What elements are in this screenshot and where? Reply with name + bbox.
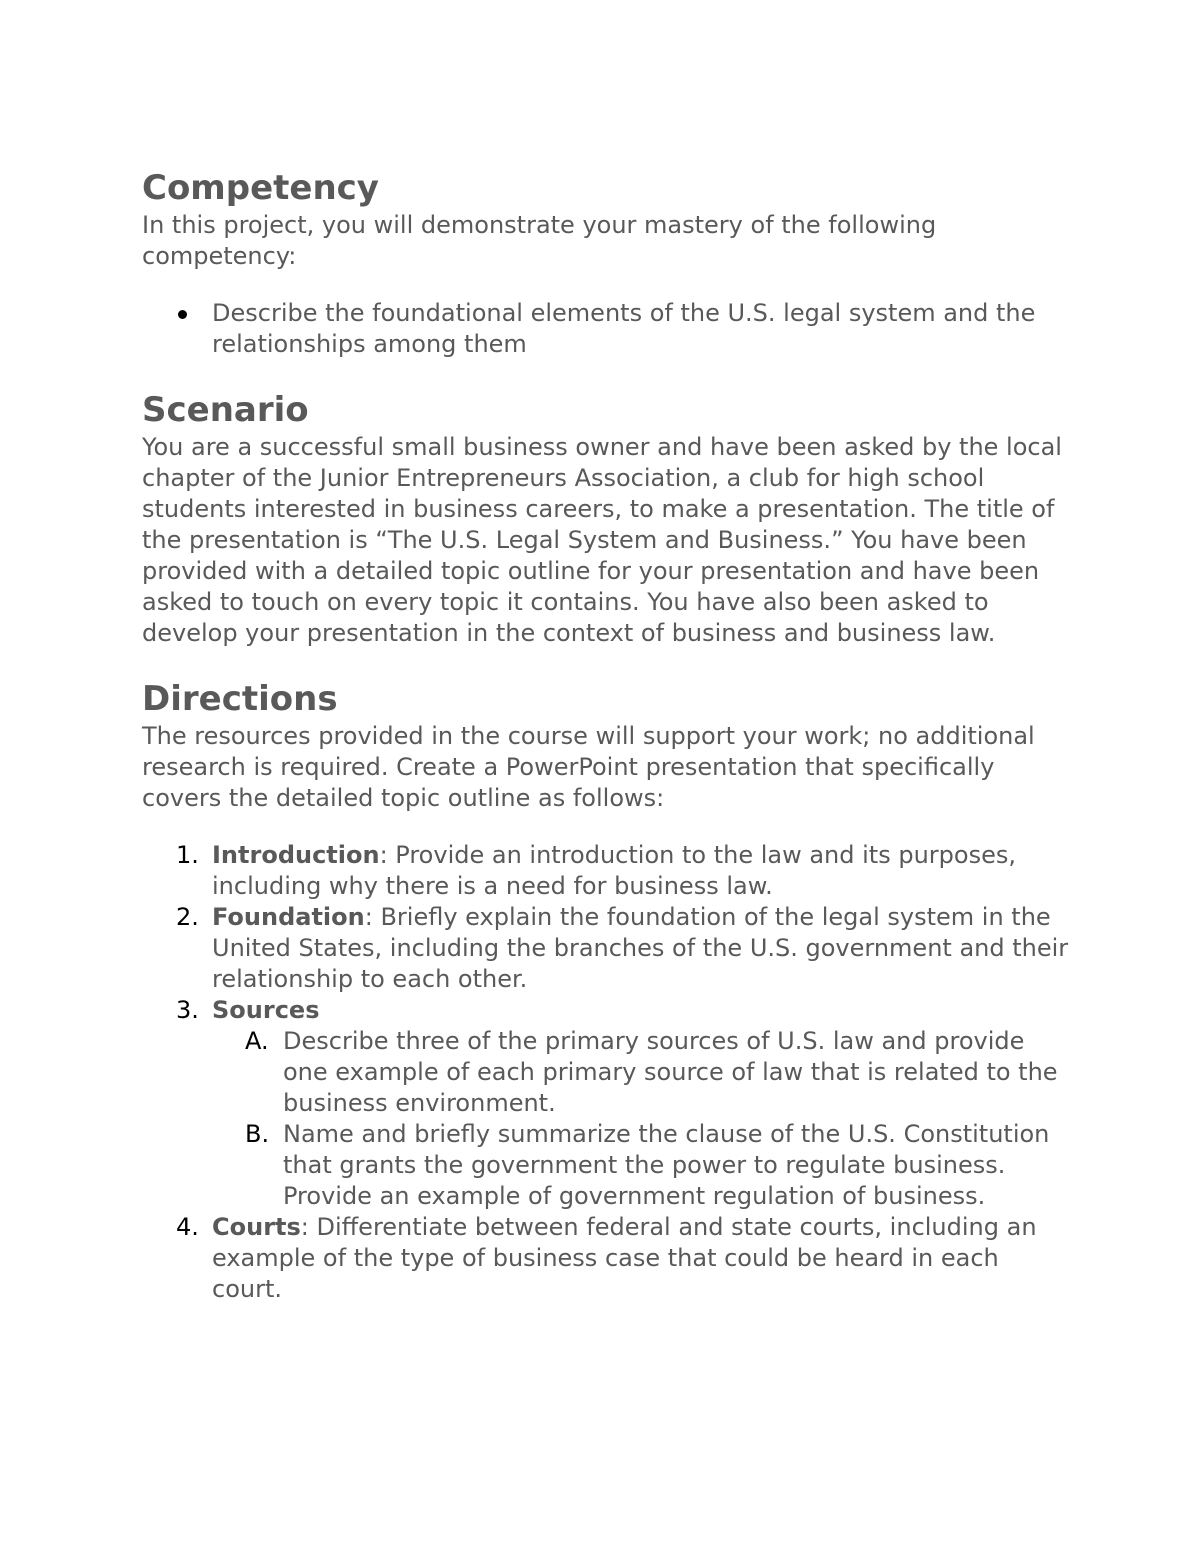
list-letter: A. [245, 1027, 269, 1055]
topic-term: Sources [212, 996, 320, 1024]
list-number: 4. [176, 1213, 199, 1241]
scenario-heading: Scenario [142, 390, 309, 430]
topic-term: Introduction [212, 841, 380, 869]
topic-term: Foundation [212, 903, 365, 931]
spacer [142, 814, 1072, 840]
competency-item [142, 298, 1072, 360]
spacer [142, 649, 1072, 677]
sources-subitem-a [212, 1026, 1072, 1119]
competency-list [142, 298, 1072, 360]
subitem-text: Name and briefly summarize the clause of the U.S. Constitution that grants the government the power to regulate business. Provide an example of government regulation of business. [283, 1120, 1050, 1210]
sources-subitem-b [212, 1119, 1072, 1212]
topic-text: : Provide an introduction to the law and its purposes, including why there is a need for business law. [212, 841, 1016, 900]
topic-outline-list [142, 840, 1072, 1305]
document-page [142, 166, 1072, 1305]
bullet-dot-icon [178, 310, 187, 319]
topic-item-foundation [142, 902, 1072, 995]
scenario-body: You are a successful small business owner and have been asked by the local chapter of the Junior Entrepreneurs Association, a club for high school students interested in business careers, to make a presentation. The title of the presentation is “The U.S. Legal System and Business.” You have been provided with a detailed topic outline for your presentation and have been asked to touch on every topic it contains. You have also been asked to develop your presentation in the context of business and business law. [142, 433, 1062, 647]
directions-heading: Directions [142, 679, 338, 719]
topic-text: : Briefly explain the foundation of the legal system in the United States, including the branches of the U.S. government and their relationship to each other. [212, 903, 1069, 993]
list-letter: B. [245, 1120, 270, 1148]
topic-term: Courts [212, 1213, 301, 1241]
sources-sublist [212, 1026, 1072, 1212]
topic-item-courts [142, 1212, 1072, 1305]
competency-heading: Competency [142, 168, 379, 208]
directions-body: The resources provided in the course will support your work; no additional research is required. Create a PowerPoint presentation that specifically covers the detailed topic outline as follows: [142, 722, 1035, 812]
topic-item-introduction [142, 840, 1072, 902]
list-number: 3. [176, 996, 199, 1024]
topic-text: : Differentiate between federal and state courts, including an example of the type of business case that could be heard in each court. [212, 1213, 1037, 1303]
competency-item-text: Describe the foundational elements of the U.S. legal system and the relationships among them [212, 299, 1036, 358]
subitem-text: Describe three of the primary sources of U.S. law and provide one example of each primary source of law that is related to the business environment. [283, 1027, 1058, 1117]
competency-intro: In this project, you will demonstrate your mastery of the following competency: [142, 211, 937, 270]
topic-item-sources [142, 995, 1072, 1212]
list-number: 1. [176, 841, 199, 869]
spacer [142, 360, 1072, 388]
spacer [142, 272, 1072, 298]
list-number: 2. [176, 903, 199, 931]
